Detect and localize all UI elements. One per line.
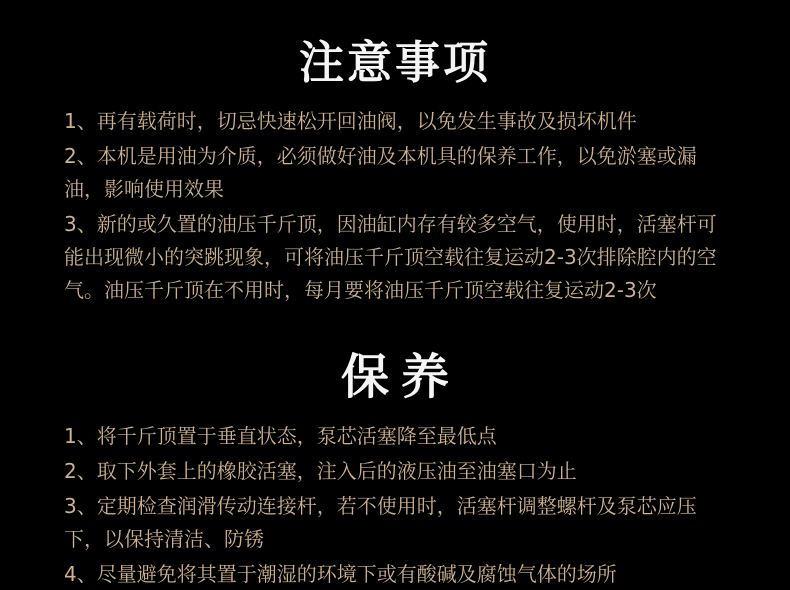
maintenance-item-2: 2、取下外套上的橡胶活塞，注入后的液压油至油塞口为止 — [64, 459, 577, 484]
maintenance-item-3: 3、定期检查润滑传动连接杆，若不使用时，活塞杆调整螺杆及泵芯应压下，以保持清洁、防锈 — [64, 494, 697, 552]
precaution-item-1: 1、再有载荷时，切忌快速松开回油阀，以免发生事故及损坏机件 — [64, 108, 637, 133]
section-title-maintenance: 保养 — [340, 348, 461, 405]
precaution-item-2: 2、本机是用油为介质，必须做好油及本机具的保养工作，以免淤塞或漏油，影响使用效果 — [64, 143, 697, 201]
precaution-item-3: 3、新的或久置的油压千斤顶，因油缸内存有较多空气，使用时，活塞杆可能出现微小的突跳现象，可将油压千斤顶空载往复运动2-3次排除腔内的空气。油压千斤顶在不用时，每月要将油压千斤顶空载往复运动2-3次 — [64, 211, 717, 302]
maintenance-list — [0, 403, 790, 590]
maintenance-item-1: 1、将千斤顶置于垂直状态，泵芯活塞降至最低点 — [64, 424, 497, 449]
precautions-list — [0, 88, 790, 307]
maintenance-item-4: 4、尽量避免将其置于潮湿的环境下或有酸碱及腐蚀气体的场所 — [64, 562, 617, 587]
section-title-precautions: 注意事项 — [298, 36, 491, 89]
